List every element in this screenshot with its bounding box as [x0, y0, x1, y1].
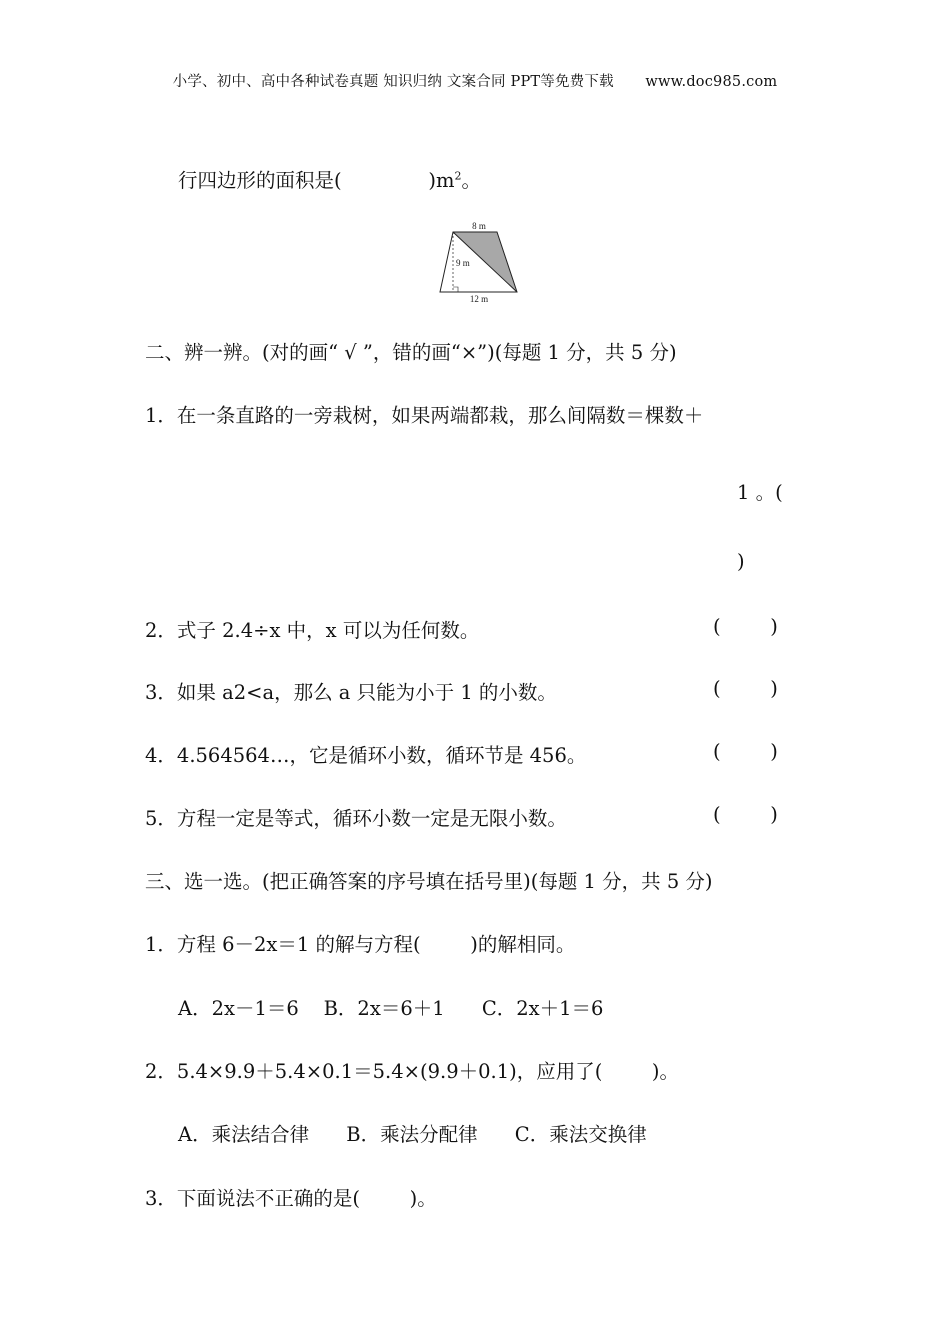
- s3-question-2: 2．5.4×9.9＋5.4×0.1＝5.4×(9.9＋0.1)，应用了( )。: [145, 1060, 680, 1083]
- unit-text: )m: [428, 169, 455, 192]
- height-label: 9 m: [456, 258, 470, 268]
- s2-item-1-cont[interactable]: 1 。(: [737, 481, 783, 504]
- fill-blank-text: 行四边形的面积是(: [178, 169, 342, 192]
- s2-item-3-answer[interactable]: ( ): [713, 677, 778, 700]
- s2-item-4: 4．4.564564…，它是循环小数，循环节是 456。: [145, 744, 587, 767]
- s3-question-1: 1．方程 6－2x＝1 的解与方程( )的解相同。: [145, 933, 576, 956]
- s2-item-4-answer[interactable]: ( ): [713, 740, 778, 763]
- s2-item-2-answer[interactable]: ( ): [713, 615, 778, 638]
- section3-title: 三、选一选。(把正确答案的序号填在括号里)(每题 1 分，共 5 分): [145, 870, 713, 893]
- s2-item-2: 2．式子 2.4÷x 中，x 可以为任何数。: [145, 619, 480, 642]
- page-header: [0, 70, 950, 91]
- header-site: www.doc985.com: [645, 74, 778, 90]
- s2-item-1-close: ): [737, 550, 745, 573]
- s3-question-1-options[interactable]: A．2x－1＝6 B．2x＝6＋1 C．2x＋1＝6: [178, 997, 604, 1020]
- section2-title: 二、辨一辨。(对的画“ √ ”，错的画“×”)(每题 1 分，共 5 分): [145, 341, 677, 364]
- s2-item-5: 5．方程一定是等式，循环小数一定是无限小数。: [145, 807, 567, 830]
- s2-item-3: 3．如果 a2<a，那么 a 只能为小于 1 的小数。: [145, 681, 557, 704]
- fill-blank-end: 。: [461, 169, 482, 192]
- fill-blank-tail: [178, 165, 481, 193]
- answer-blank[interactable]: [342, 169, 429, 192]
- top-length-label: 8 m: [472, 221, 486, 231]
- s3-question-3: 3．下面说法不正确的是( )。: [145, 1187, 437, 1210]
- s3-question-2-options[interactable]: A．乘法结合律 B．乘法分配律 C．乘法交换律: [178, 1123, 647, 1146]
- bottom-length-label: 12 m: [469, 294, 489, 304]
- trapezoid-figure: [435, 192, 525, 304]
- unit-superscript: 2: [454, 169, 462, 183]
- header-banner: 小学、初中、高中各种试卷真题 知识归纳 文案合同 PPT等免费下载: [172, 74, 614, 90]
- s2-item-1: 1．在一条直路的一旁栽树，如果两端都栽，那么间隔数＝棵数＋: [145, 404, 704, 427]
- s2-item-5-answer[interactable]: ( ): [713, 803, 778, 826]
